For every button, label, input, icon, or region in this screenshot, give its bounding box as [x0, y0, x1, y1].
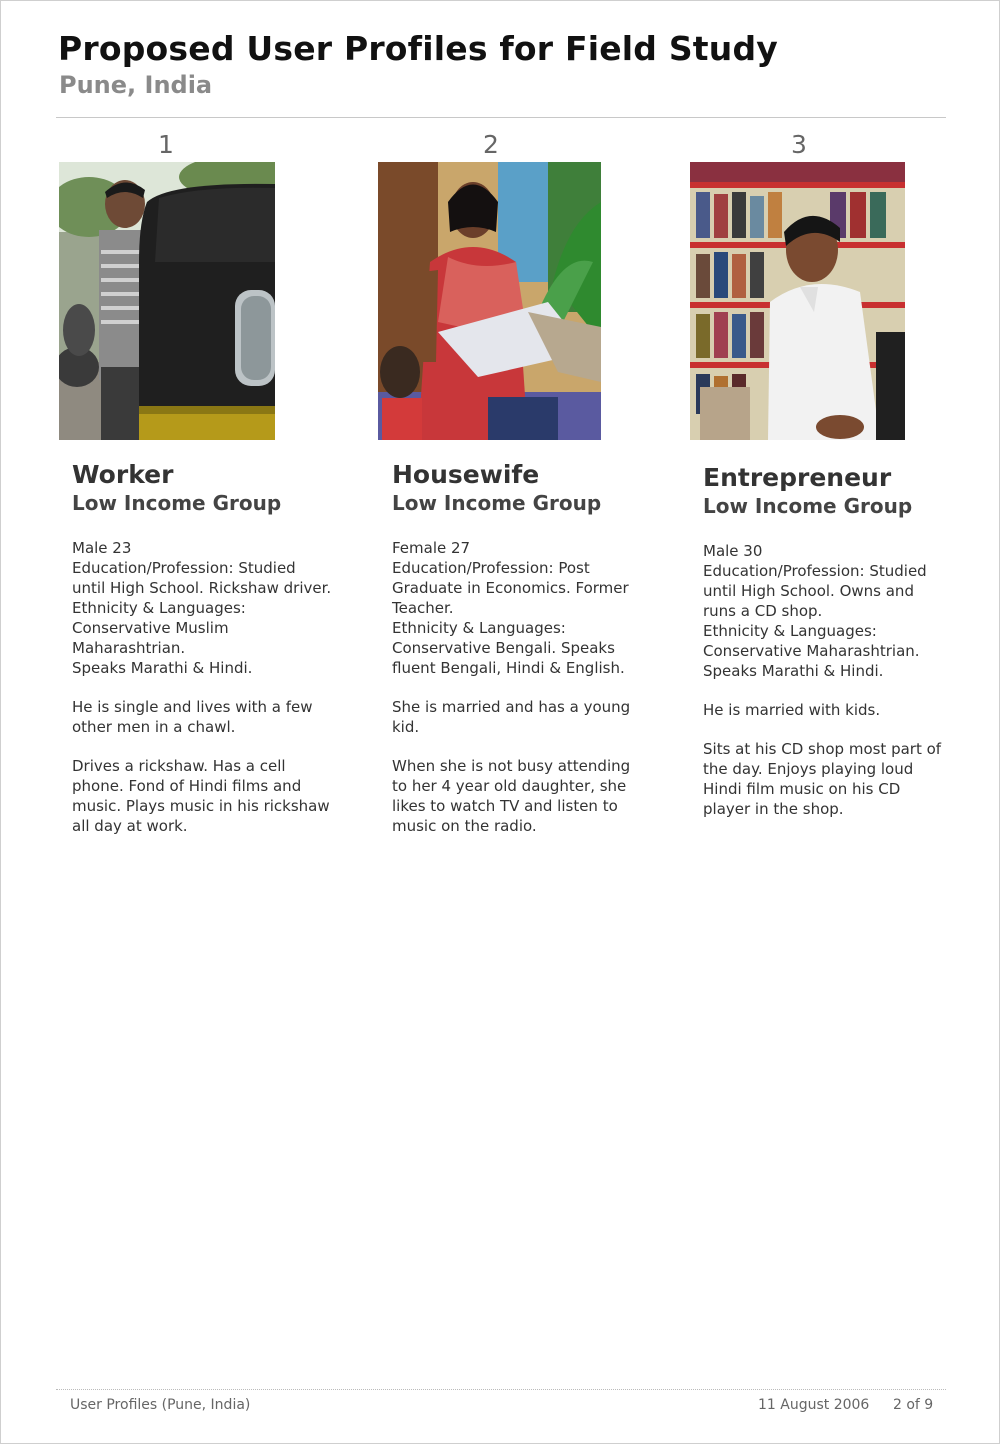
- profile-ethnicity: Ethnicity & Languages: Conservative Muslim Maharashtrian.: [72, 599, 246, 657]
- housewife-photo: [378, 162, 601, 440]
- entrepreneur-photo: [690, 162, 905, 440]
- footer-divider: [56, 1389, 946, 1390]
- footer-date: 11 August 2006: [758, 1397, 870, 1413]
- worker-photo: [59, 162, 275, 440]
- profile-ethnicity: Ethnicity & Languages: Conservative Bengali. Speaks fluent Bengali, Hindi & English.: [392, 619, 625, 677]
- profile-card-2: [392, 460, 642, 855]
- profile-income-group: Low Income Group: [392, 491, 602, 515]
- profile-details: [392, 538, 642, 836]
- profile-education: Education/Profession: Studied until High School. Owns and runs a CD shop.: [703, 562, 927, 620]
- profile-education: Education/Profession: Studied until High School. Rickshaw driver.: [72, 559, 332, 597]
- profile-card-1: [72, 460, 332, 855]
- profile-family: She is married and has a young kid.: [392, 698, 631, 736]
- profile-number-2: 2: [483, 130, 499, 159]
- profile-role: Worker: [72, 460, 174, 489]
- profile-education: Education/Profession: Post Graduate in Economics. Former Teacher.: [392, 559, 629, 617]
- footer-page-number: 2 of 9: [893, 1397, 934, 1413]
- profile-demographics: Female 27: [392, 539, 471, 557]
- page-subtitle: Pune, India: [59, 71, 213, 99]
- profile-income-group: Low Income Group: [72, 491, 282, 515]
- profile-details: [703, 541, 948, 819]
- profile-number-3: 3: [791, 130, 807, 159]
- profile-ethnicity: Ethnicity & Languages: Conservative Maharashtrian.: [703, 622, 920, 660]
- profile-income-group: Low Income Group: [703, 494, 913, 518]
- profile-family: He is single and lives with a few other men in a chawl.: [72, 698, 313, 736]
- page-title: Proposed User Profiles for Field Study: [58, 29, 778, 68]
- profile-details: [72, 538, 332, 836]
- profile-languages: Speaks Marathi & Hindi.: [72, 659, 253, 677]
- profile-role: Housewife: [392, 460, 540, 489]
- profile-card-3: [703, 463, 948, 838]
- footer-document-name: User Profiles (Pune, India): [70, 1397, 251, 1413]
- profile-languages: Speaks Marathi & Hindi.: [703, 662, 884, 680]
- profile-number-1: 1: [158, 130, 174, 159]
- header-divider: [56, 117, 946, 118]
- profile-demographics: Male 30: [703, 542, 763, 560]
- profile-activities: Sits at his CD shop most part of the day. Enjoys playing loud Hindi film music on his CD player in the shop.: [703, 740, 942, 818]
- profile-activities: When she is not busy attending to her 4 year old daughter, she likes to watch TV and listen to music on the radio.: [392, 757, 631, 835]
- profile-demographics: Male 23: [72, 539, 132, 557]
- profile-activities: Drives a rickshaw. Has a cell phone. Fond of Hindi films and music. Plays music in his rickshaw all day at work.: [72, 757, 330, 835]
- profile-family: He is married with kids.: [703, 701, 881, 719]
- profile-role: Entrepreneur: [703, 463, 892, 492]
